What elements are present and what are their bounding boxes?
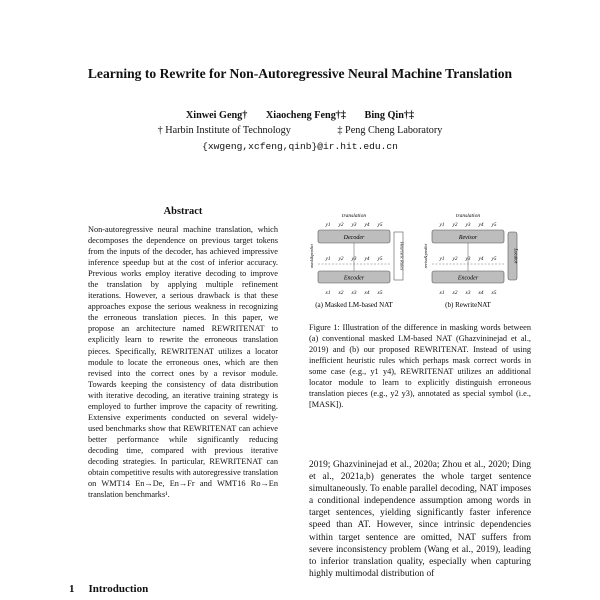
panel-a-label: (a) Masked LM-based NAT xyxy=(315,301,393,309)
token: x3 xyxy=(351,290,357,296)
decoder-label: Decoder xyxy=(343,235,365,241)
token: x2 xyxy=(338,290,344,296)
panel-a xyxy=(309,213,405,309)
token: y4 xyxy=(364,256,370,262)
token: y2 xyxy=(338,222,344,228)
token: x1 xyxy=(439,290,445,296)
panel-a-y-top xyxy=(325,221,383,228)
author-1: Xinwei Geng† xyxy=(185,110,248,121)
heuristic-rules-label: Heuristic Rules xyxy=(399,241,405,271)
encoder-label: Encoder xyxy=(457,275,479,282)
section-number: 1 xyxy=(69,583,75,595)
token: y2 xyxy=(452,222,458,228)
token: x4 xyxy=(364,290,370,296)
side-process-label: mask&predict xyxy=(309,244,314,268)
side-process-label: revise&predict xyxy=(423,243,428,269)
token: y5 xyxy=(377,256,383,262)
figure-caption: Figure 1: Illustration of the difference in masking words between (a) conventional masked LM-based NAT (Ghazvininejad et al., 2019) and (b) our proposed REWRITENAT. Instead of using inefficient heuristic rules which perhaps mask correct words in some case (e.g., y1 y4), REWRITENAT utilizes an additional locator module to learn to explicitly distinguish erroneous translation pieces (e.g., y2 y3), annotated as special symbol (i.e., [MASK]). xyxy=(309,323,531,410)
body-text: 2019; Ghazvininejad et al., 2020a; Zhou et al., 2020; Ding et al., 2021a,b) generates the whole target sentence simultaneously. To enable parallel decoding, NAT imposes a conditional independence assumption among words in target sentences, yielding significantly faster inference speed than AT. However, since intrinsic dependencies within target sentence are omitted, NAT suffers from severe inconsistency problem (Wang et al., 2019), leading to inferior translation quality, especially when capturing highly multimodal distribution of xyxy=(309,460,531,579)
token: y1 xyxy=(325,222,331,228)
token: y1 xyxy=(439,256,445,262)
token: y2 xyxy=(338,256,344,262)
panel-b-label: (b) RewriteNAT xyxy=(445,301,491,309)
token: y3 xyxy=(351,222,357,228)
affiliation-1: † Harbin Institute of Technology xyxy=(157,125,291,136)
token: y3 xyxy=(465,256,471,262)
token: y4 xyxy=(364,222,370,228)
token: y1 xyxy=(439,222,445,228)
abstract-text: Non-autoregressive neural machine translation, which decomposes the dependence on previous target tokens from the inputs of the decoder, has achieved impressive inference speedup but at the cost of inferior accuracy. Previous works employ iterative decoding to improve the translation by applying multiple refinement iterations. However, a serious drawback is that these approaches expose the serious weakness in recognizing the erroneous translation pieces. In this paper, we propose an architecture named REWRITENAT to explicitly learn to rewrite the erroneous translation pieces. Specifically, REWRITENAT utilizes a locator module to locate the erroneous ones, which are then revised into the correct ones by a revisor module. Towards keeping the consistency of data distribution with iterative decoding, an iterative training strategy is employed to further improve the capacity of rewriting. Extensive experiments conducted on several widely-used benchmarks show that REWRITENAT can achieve better performance while significantly reducing decoding time, compared with previous iterative decoding strategies. In particular, REWRITENAT can obtain competitive results with autoregressive translation on WMT14 En→De, En→Fr and WMT16 Ro→En translation benchmarks¹. xyxy=(88,225,278,500)
encoder-label: Encoder xyxy=(343,275,365,282)
paper-title: Learning to Rewrite for Non-Autoregressive Neural Machine Translation xyxy=(87,66,513,81)
panel-b-y-top xyxy=(439,221,497,228)
affiliations xyxy=(0,125,600,136)
token: y5 xyxy=(491,222,497,228)
token: x2 xyxy=(452,290,458,296)
token: y4 xyxy=(478,222,484,228)
locator-label: Locator xyxy=(512,248,518,264)
author-email: {xwgeng,xcfeng,qinb}@ir.hit.edu.cn xyxy=(202,141,398,152)
token: x3 xyxy=(465,290,471,296)
author-2: Xiaocheng Feng†‡ xyxy=(265,110,346,121)
author-list xyxy=(0,110,600,121)
author-3: Bing Qin†‡ xyxy=(364,110,415,121)
token: y5 xyxy=(491,256,497,262)
token: y2 xyxy=(452,256,458,262)
panel-b-x-bottom xyxy=(439,289,497,296)
token: x5 xyxy=(491,290,497,296)
token: y1 xyxy=(325,256,331,262)
section-heading xyxy=(69,583,148,595)
panel-a-top-label: translation xyxy=(341,213,367,219)
affiliation-2: ‡ Peng Cheng Laboratory xyxy=(337,125,443,136)
revisor-label: Revisor xyxy=(458,235,478,241)
panel-b-y-mid xyxy=(439,255,497,262)
token: y3 xyxy=(351,256,357,262)
section-title: Introduction xyxy=(88,583,149,595)
panel-b-top-label: translation xyxy=(455,213,481,219)
figure-1 xyxy=(306,208,536,312)
token: x4 xyxy=(478,290,484,296)
token: y3 xyxy=(465,222,471,228)
panel-a-x-bottom xyxy=(325,289,383,296)
token: y5 xyxy=(377,222,383,228)
abstract-heading: Abstract xyxy=(163,206,203,217)
panel-b xyxy=(423,213,518,309)
token: y4 xyxy=(478,256,484,262)
token: x1 xyxy=(325,290,331,296)
panel-a-y-mid xyxy=(325,255,383,262)
token: x5 xyxy=(377,290,383,296)
